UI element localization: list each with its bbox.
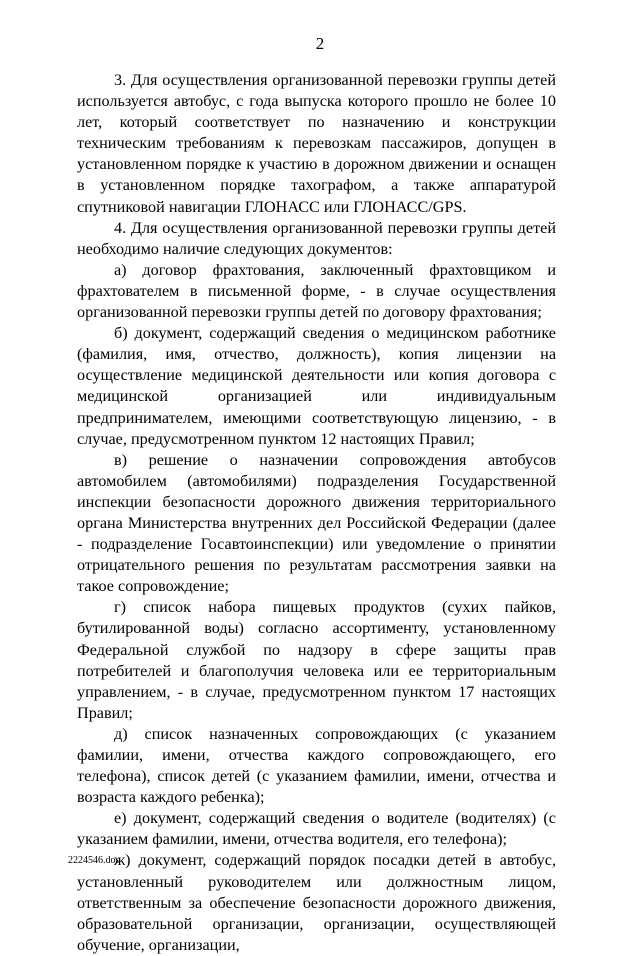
- item-b-medical-worker: б) документ, содержащий сведения о медицинском работнике (фамилия, имя, отчество, должность), копия лицензии на осуществление медицинской деятельности или копия договора с медицинской организацией или индивидуальным предпринимателем, имеющими соответствующую лицензию, - в случае, предусмотренном пунктом 12 настоящих Правил;: [77, 324, 556, 448]
- paragraph-3-bus-requirements: 3. Для осуществления организованной перевозки группы детей используется автобус, с года выпуска которого прошло не более 10 лет, который соответствует по назначению и конструкции техническим требованиям к перевозкам пассажиров, допущен в установленном порядке к участию в дорожном движении и оснащен в установленном порядке тахографом, а также аппаратурой спутниковой навигации ГЛОНАСС или ГЛОНАСС/GPS.: [77, 71, 556, 216]
- footer-doc-id: 2224546.doc: [68, 855, 120, 866]
- item-g-food-list: г) список набора пищевых продуктов (сухих пайков, бутилированной воды) согласно ассортименту, установленному Федеральной службой по надзору в сфере защиты прав потребителей и благополучия человека или ее территориальным управлением, - в случае, предусмотренном пунктом 17 настоящих Правил;: [77, 598, 556, 722]
- item-d-escorts-and-children-list: д) список назначенных сопровождающих (с указанием фамилии, имени, отчества каждого сопровождающего, его телефона), список детей (с указанием фамилии, имени, отчества и возраста каждого ребенка);: [77, 724, 556, 807]
- item-zh-boarding-order: ж) документ, содержащий порядок посадки детей в автобус, установленный руководителем или должностным лицом, ответственным за обеспечение безопасности дорожного движения, образовательной организации, организации, осуществляющей обучение, организации,: [77, 851, 556, 954]
- paragraph-4-required-documents: 4. Для осуществления организованной перевозки группы детей необходимо наличие следующих документов:: [77, 218, 556, 258]
- item-e-driver-info: е) документ, содержащий сведения о водителе (водителях) (с указанием фамилии, имени, отчества водителя, его телефона);: [77, 809, 556, 849]
- item-v-traffic-police-escort: в) решение о назначении сопровождения автобусов автомобилем (автомобилями) подразделения Государственной инспекции безопасности дорожного движения территориального органа Министерства внутренних дел Российской Федерации (далее - подразделение Госавтоинспекции) или уведомление о принятии отрицательного решения по результатам рассмотрения заявки на такое сопровождение;: [77, 450, 556, 596]
- page-number: 2: [315, 34, 325, 53]
- document-body: [77, 70, 556, 956]
- item-a-charter-agreement: а) договор фрахтования, заключенный фрахтовщиком и фрахтователем в письменной форме, - в случае осуществления организованной перевозки группы детей по договору фрахтования;: [77, 260, 556, 322]
